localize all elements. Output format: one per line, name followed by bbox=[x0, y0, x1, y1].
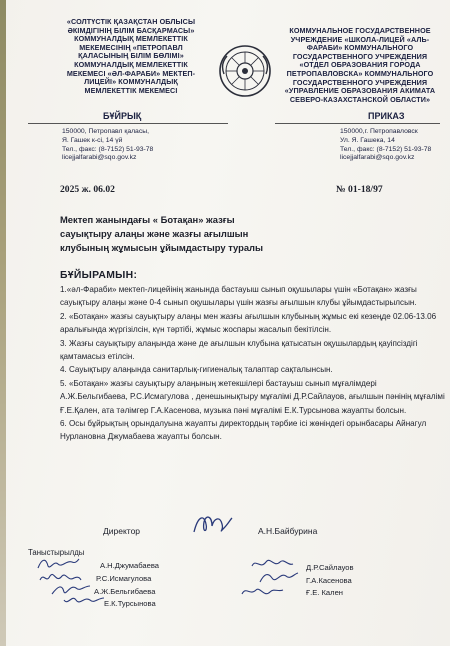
address-right bbox=[340, 128, 446, 163]
header-left-line: ӘКІМДІГІНІҢ БІЛІМ БАСҚАРМАСЫ» bbox=[67, 25, 195, 35]
page-edge-shadow bbox=[0, 0, 6, 646]
header-right-line: КОММУНАЛЬНОЕ ГОСУДАРСТВЕННОЕ bbox=[289, 26, 431, 35]
signatory-role: Директор bbox=[103, 526, 141, 536]
acknowledger-name: Г.А.Касенова bbox=[306, 576, 352, 585]
address-left-line: licejjalfarabi@sqo.gov.kz bbox=[62, 154, 137, 162]
signature-scribble bbox=[62, 592, 106, 608]
header-right-line: УЧРЕЖДЕНИЕ «ШКОЛА-ЛИЦЕЙ «АЛЬ- bbox=[290, 34, 430, 44]
order-title-ru: ПРИКАЗ bbox=[368, 111, 405, 121]
order-paragraph-1: 1.«әл-Фараби» мектеп-лицейінің жанында бастауыш сынып оқушылары үшін «Ботақан» жазғы сауықтыру алаңы және 0-4 сынып оқушылары үшін жазғы ағылшын клубы ұйымдастырылсын. bbox=[60, 285, 417, 308]
header-divider-right bbox=[275, 123, 440, 124]
acknowledger-name: Д.Р.Сайлауов bbox=[306, 563, 354, 572]
header-left-line: КОММУНАЛДЫҚ МЕМЛЕКЕТТІК bbox=[74, 59, 188, 69]
acknowledger-name: Ғ.Е. Кален bbox=[306, 588, 344, 597]
document-subject bbox=[60, 213, 320, 255]
address-left-line: Я. Гашек к-сі, 14 үй bbox=[62, 136, 123, 144]
document-number: № 01-18/97 bbox=[336, 184, 383, 195]
acknowledger-name: А.Н.Джумабаева bbox=[100, 561, 160, 570]
header-right-line: «УПРАВЛЕНИЕ ОБРАЗОВАНИЯ АКИМАТА bbox=[284, 86, 436, 96]
header-left-line: КОММУНАЛДЫҚ МЕМЛЕКЕТТІК bbox=[74, 34, 188, 44]
state-emblem-icon bbox=[218, 44, 272, 98]
document-date: 2025 ж. 06.02 bbox=[60, 184, 115, 195]
address-right-line: Тел., факс: (8-7152) 51-93-78 bbox=[340, 145, 432, 153]
subject-line: Мектеп жанындағы « Ботақан» жазғы bbox=[60, 214, 235, 225]
order-paragraph-5: 5. «Ботақан» жазғы сауықтыру алаңының жетекшілері бастауыш сынып мұғалімдері А.Ж.Бельгибаева, Р.С.Исмагулова , денешынықтыру мұғалімі Д.Р.Сайлауов, ағылшын пәнінің мұғалімі Ғ.Е.Қален, ата тәлімгер Г.А.Касенова, музыка пәні мұғалімі Е.К.Турсынова жауапты болсын. bbox=[60, 378, 445, 415]
address-left-line: 150000, Петропавл қаласы, bbox=[62, 128, 150, 135]
header-left-block bbox=[52, 18, 210, 95]
header-left-line: «СОЛТҮСТІК ҚАЗАҚСТАН ОБЛЫСЫ bbox=[66, 17, 196, 26]
signature-scribble bbox=[240, 584, 284, 600]
address-right-line: Ул. Я. Гашека, 14 bbox=[340, 136, 395, 144]
order-paragraph-6: 6. Осы бұйрықтың орындалуына жауапты директордың тәрбие ісі жөніндегі орынбасары Айнагул Нурлановна Джумабаева жауапты болсын. bbox=[60, 419, 427, 442]
address-left-line: Тел., факс: (8-7152) 51-93-78 bbox=[62, 145, 154, 153]
signatory-name: А.Н.Байбурина bbox=[258, 526, 318, 536]
header-right-line: ФАРАБИ» КОММУНАЛЬНОГО bbox=[306, 43, 414, 53]
header-right-block bbox=[276, 27, 444, 104]
director-signature-image bbox=[190, 510, 234, 540]
header-right-line: «ОТДЕЛ ОБРАЗОВАНИЯ ГОРОДА bbox=[299, 60, 421, 70]
order-paragraph-2: 2. «Ботақан» жазғы сауықтыру алаңы мен жазғы ағылшын клубының жұмыс екі кезеңде 02.06-13.06 аралығында жүргізілсін, күн тәртібі, жұмыс жоспары жасалып бекітілсін. bbox=[60, 311, 437, 335]
header-left-line: МЕМЛЕКЕТТІК МЕКЕМЕСІ bbox=[84, 85, 178, 95]
header-right-line: СЕВЕРО-КАЗАХСТАНСКОЙ ОБЛАСТИ» bbox=[289, 94, 431, 104]
order-title-kz: БҰЙРЫҚ bbox=[103, 111, 142, 121]
acknowledgement-label: Таныстырылды bbox=[28, 548, 85, 557]
header-divider-left bbox=[28, 123, 228, 124]
command-heading: БҰЙЫРАМЫН: bbox=[60, 270, 138, 281]
subject-line: клубының жұмысын ұйымдастыру туралы bbox=[60, 242, 264, 253]
header-right-line: ПЕТРОПАВЛОВСКА» КОММУНАЛЬНОГО bbox=[286, 68, 434, 78]
header-right-line: ГОСУДАРСТВЕННОГО УЧРЕЖДЕНИЯ bbox=[292, 51, 428, 61]
address-left bbox=[62, 128, 212, 163]
order-paragraph-3: 3. Жазғы сауықтыру алаңында және де ағылшын клубына қатысатын оқушылардың қауіпсіздігі қамтамасыз етілсін. bbox=[60, 338, 418, 362]
header-left-line: МЕКЕМЕСІНІҢ «ПЕТРОПАВЛ bbox=[79, 42, 183, 52]
order-paragraph-4: 4. Сауықтыру алаңында санитарлық-гигиеналық талаптар сақталынсын. bbox=[60, 365, 333, 375]
header-left-line: ЛИЦЕЙІ» КОММУНАЛДЫҚ bbox=[84, 77, 178, 87]
acknowledger-name: Е.К.Турсынова bbox=[104, 599, 156, 608]
header-left-line: МЕКЕМЕСІ «ӘЛ-ФАРАБИ» МЕКТЕП- bbox=[66, 68, 196, 78]
acknowledger-name: А.Ж.Бельгибаева bbox=[94, 587, 156, 596]
address-right-line: 150000,г. Петропавловск bbox=[340, 128, 418, 135]
document-body bbox=[60, 283, 445, 444]
acknowledger-name: Р.С.Исмагулова bbox=[96, 574, 152, 583]
subject-line: сауықтыру алаңы және жазғы ағылшын bbox=[60, 228, 249, 239]
address-right-line: licejjalfarabi@sqo.gov.kz bbox=[340, 154, 415, 162]
header-left-line: ҚАЛАСЫНЫҢ БІЛІМ БӨЛІМІ» bbox=[78, 51, 184, 61]
header-right-line: ГОСУДАРСТВЕННОГО УЧРЕЖДЕНИЯ bbox=[292, 77, 428, 87]
